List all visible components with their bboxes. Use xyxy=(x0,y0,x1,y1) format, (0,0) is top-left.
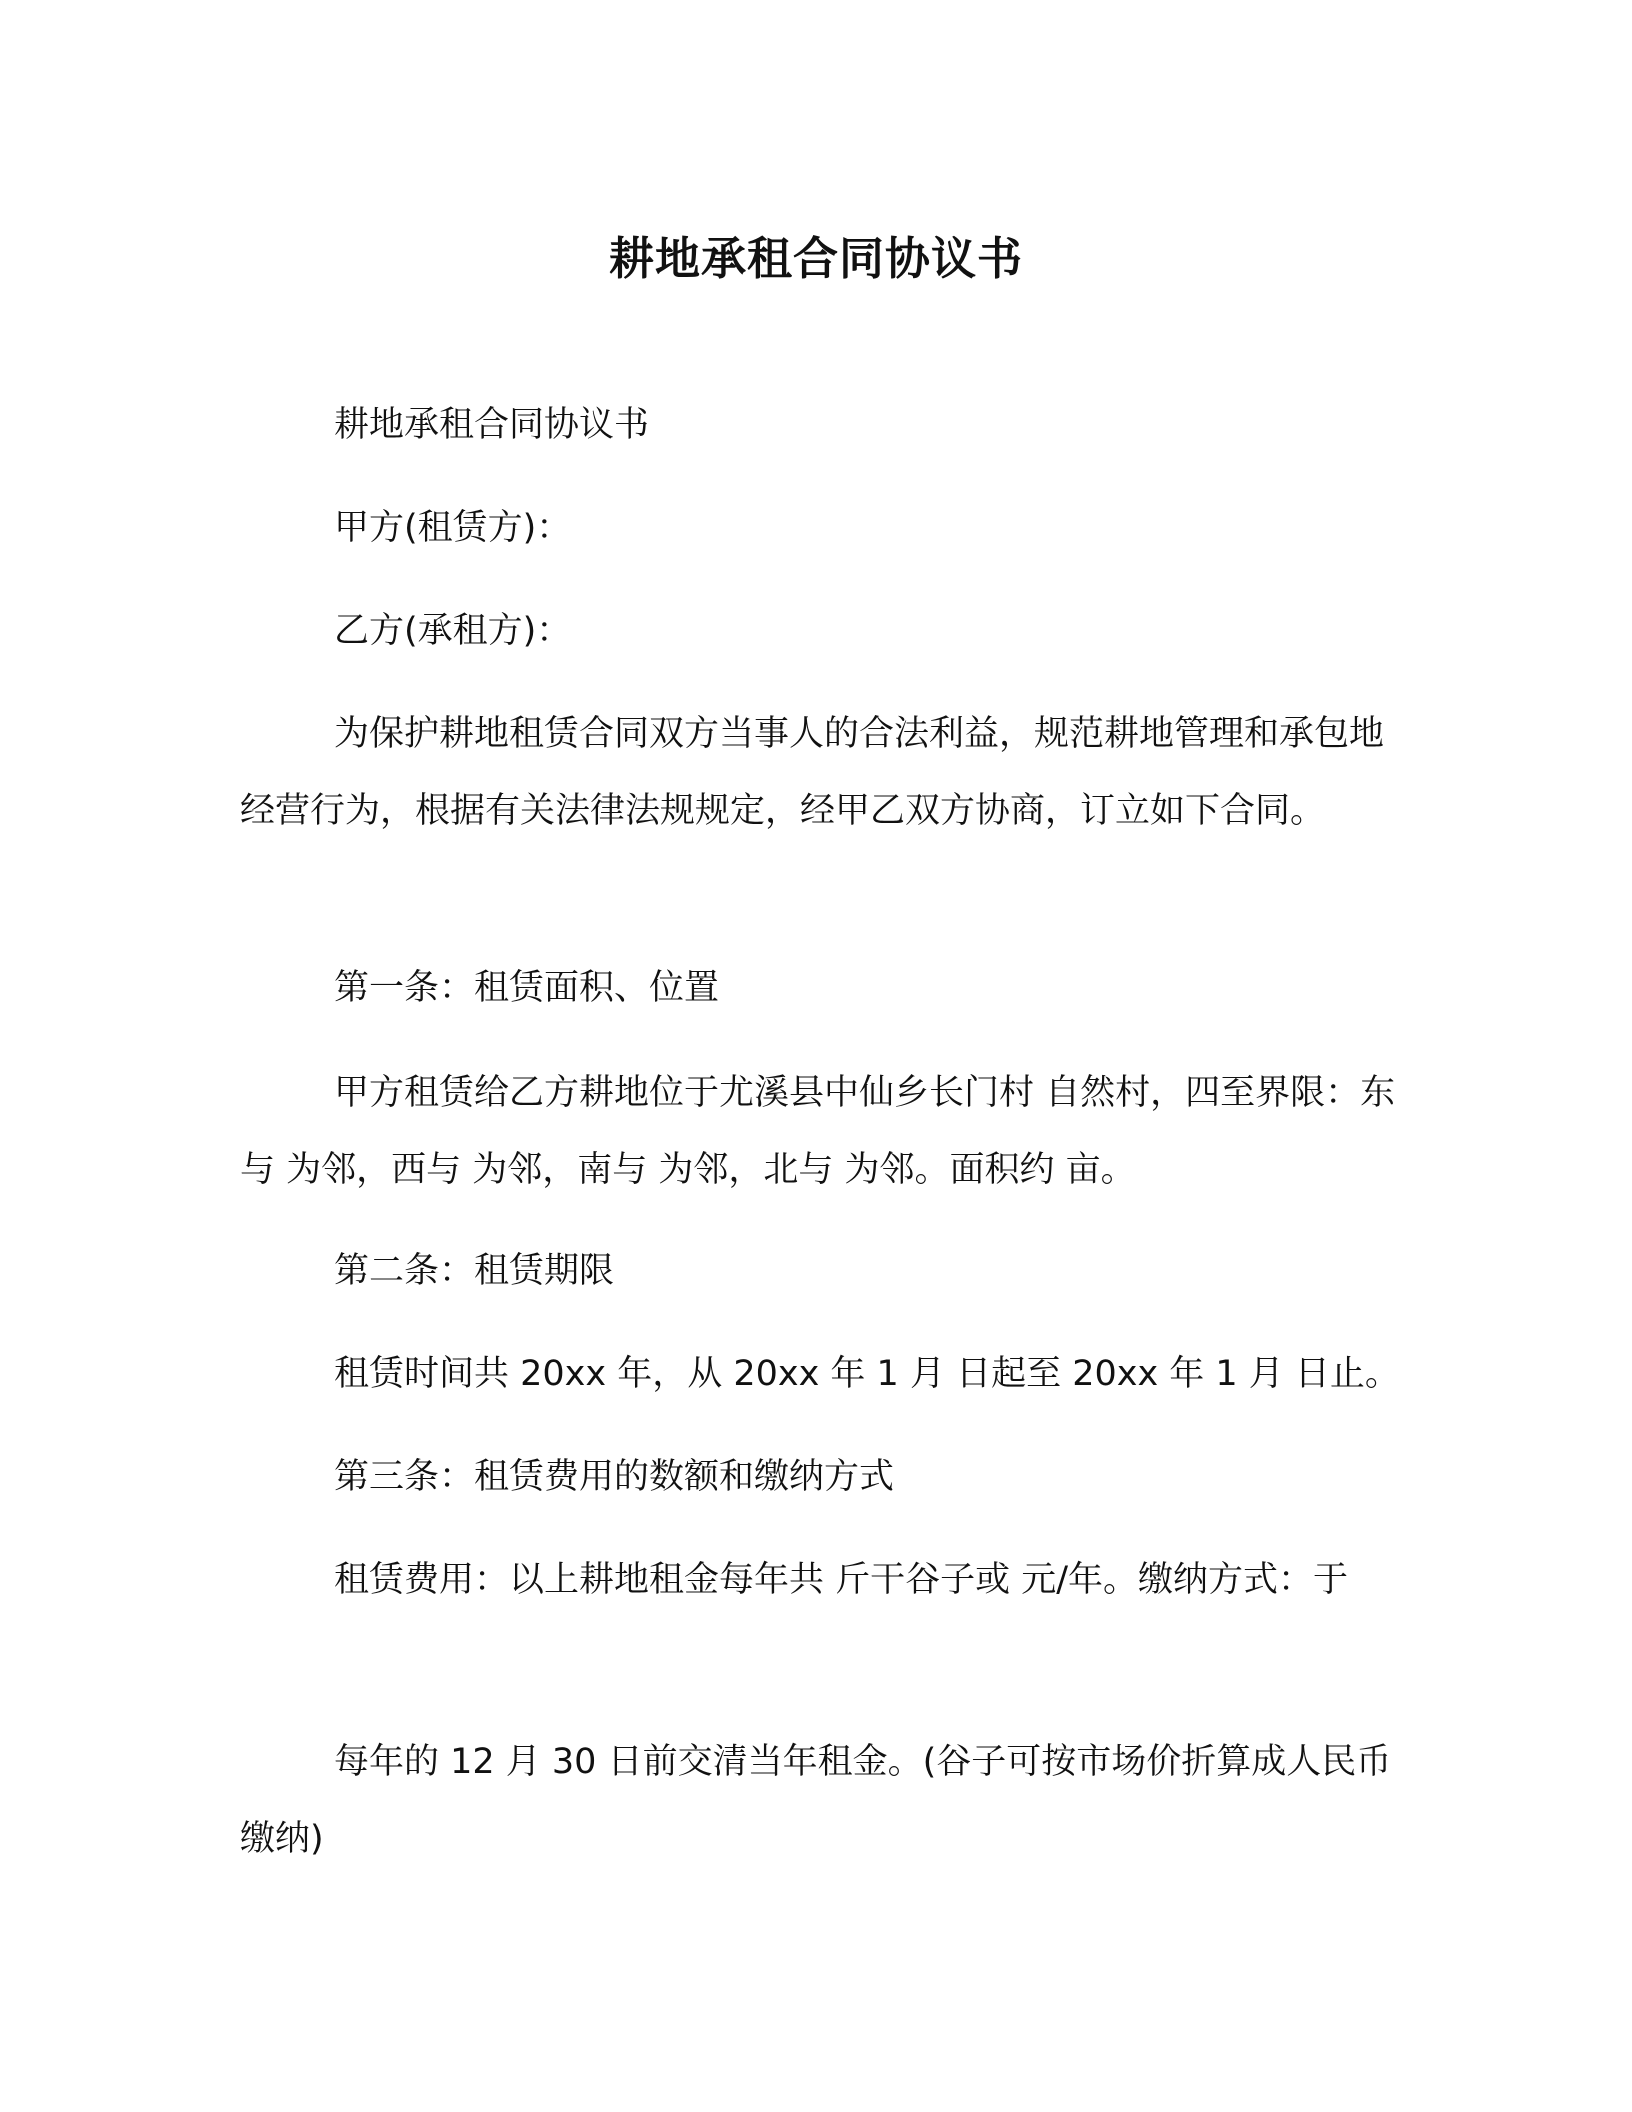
paragraph-party-b: 乙方(承租方)： xyxy=(334,611,572,651)
paragraph-party-a: 甲方(租赁方)： xyxy=(334,508,572,548)
paragraph-article-3-fee: 租赁费用：以上耕地租金每年共 斤干谷子或 元/年。缴纳方式：于 xyxy=(334,1560,1349,1600)
paragraph-article-1-heading: 第一条：租赁面积、位置 xyxy=(334,968,720,1008)
paragraph-article-3-payment: 每年的 12 月 30 日前交清当年租金。(谷子可按市场价折算成人民币缴纳) xyxy=(240,1742,1392,1859)
paragraph-subtitle: 耕地承租合同协议书 xyxy=(334,405,650,445)
paragraph-article-2-heading: 第二条：租赁期限 xyxy=(334,1251,615,1291)
paragraph-article-1-body: 甲方租赁给乙方耕地位于尤溪县中仙乡长门村 自然村，四至界限：东与 为邻，西与 为邻，南与 为邻，北与 为邻。面积约 亩。 xyxy=(240,1073,1396,1190)
paragraph-article-2-body: 租赁时间共 20xx 年，从 20xx 年 1 月 日起至 20xx 年 1 月 日止。 xyxy=(334,1354,1400,1394)
paragraph-preamble: 为保护耕地租赁合同双方当事人的合法利益，规范耕地管理和承包地经营行为，根据有关法律法规规定，经甲乙双方协商，订立如下合同。 xyxy=(240,714,1385,831)
document-title: 耕地承租合同协议书 xyxy=(608,232,1023,285)
paragraph-article-3-heading: 第三条：租赁费用的数额和缴纳方式 xyxy=(334,1457,895,1497)
